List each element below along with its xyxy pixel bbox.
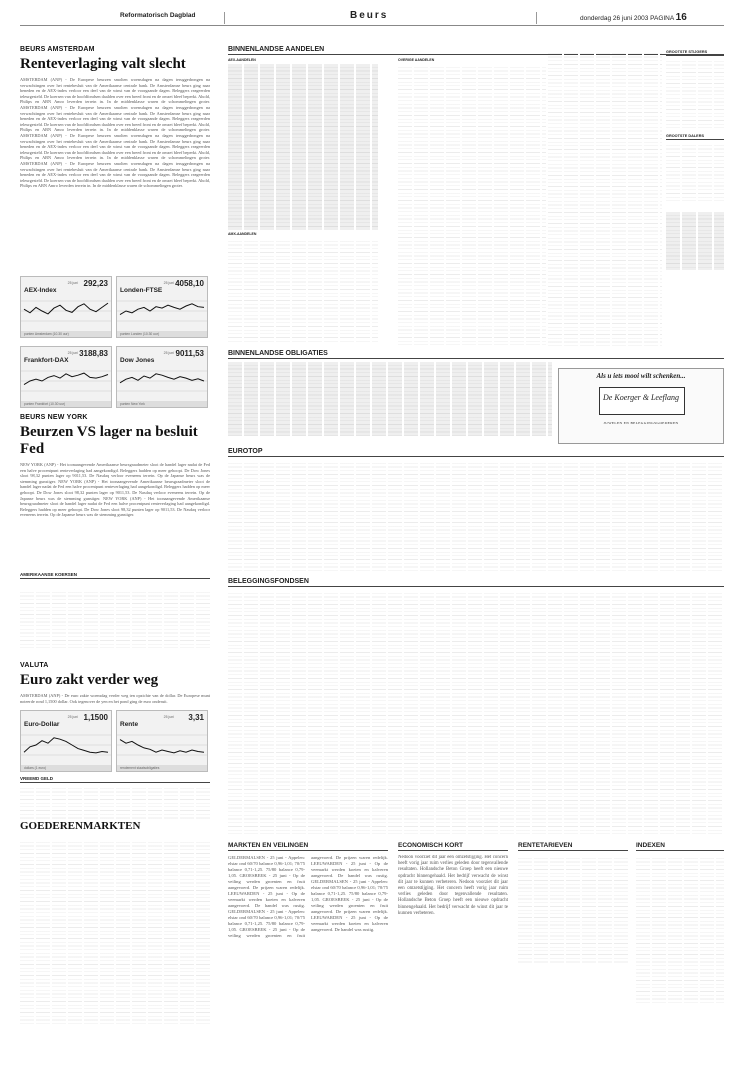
- table-title: AMERIKAANSE KOERSEN: [20, 572, 210, 579]
- chart-date: 25 juni: [67, 351, 78, 355]
- chart-date: 25 juni: [163, 351, 174, 355]
- section-beleggingsfondsen: [228, 578, 724, 587]
- chart-footer: punten Amsterdam (10.30 uur): [21, 331, 111, 337]
- chart-value: 4058,10: [175, 279, 204, 288]
- other-shares-table-2: [548, 50, 610, 346]
- section-heading: MARKTEN EN VEILINGEN: [228, 842, 388, 851]
- chart-plot: [21, 725, 111, 765]
- article-kicker: BEURS AMSTERDAM: [20, 46, 95, 53]
- eurotop-table: [228, 460, 724, 572]
- section-heading: BINNENLANDSE OBLIGATIES: [228, 350, 724, 359]
- fallers-table: [666, 142, 724, 202]
- chart-series-line: [120, 740, 204, 753]
- section-heading: ECONOMISCH KORT: [398, 842, 508, 851]
- chart-value: 1,1500: [83, 713, 108, 722]
- chart-date: 25 juni: [67, 281, 78, 285]
- chart-plot: [117, 725, 207, 765]
- table-vreemd-geld: [20, 776, 210, 819]
- article-kicker: VALUTA: [20, 662, 49, 669]
- article-kicker: BEURS NEW YORK: [20, 414, 88, 421]
- article-headline: Renteverlaging valt slecht: [20, 56, 186, 72]
- bonds-table: [228, 362, 552, 436]
- newspaper-name: Reformatorisch Dagblad: [120, 12, 196, 19]
- box-title: GROOTSTE STIJGERS: [666, 50, 724, 56]
- section-eurotop: [228, 448, 724, 457]
- interest-table: [518, 855, 628, 965]
- price-table: [20, 589, 210, 651]
- article-body: AMSTERDAM (ANP) - De Europese beurzen smolten woensdagen na dagen teruggedrongen na verwachtingen over het rentebesluit van de Amerikaanse centrale bank. De Amsterdamse beurs ging naar beneden en de AEX-index verloor een deel van de winst van de voorgaande dagen. Beleggers reageerden teleurgesteld. De koersen van de hoofdfondsen daalden over een breed front en de omzet bleef beperkt. Ahold, Philips en ABN Amro leverden terrein in. In de middenklasse waren de schommelingen groter. AMSTERDAM (ANP) - De Europese beurzen smolten woensdagen na dagen teruggedrongen na verwachtingen over het rentebesluit van de Amerikaanse centrale bank. De Amsterdamse beurs ging naar beneden en de AEX-index verloor een deel van de winst van de voorgaande dagen. Beleggers reageerden teleurgesteld. De koersen van de hoofdfondsen daalden over een breed front en de omzet bleef beperkt. Ahold, Philips en ABN Amro leverden terrein in. In de middenklasse waren de schommelingen groter. AMSTERDAM (ANP) - De Europese beurzen smolten woensdagen na dagen teruggedrongen na verwachtingen over het rentebesluit van de Amerikaanse centrale bank. De Amsterdamse beurs ging naar beneden en de AEX-index verloor een deel van de winst van de voorgaande dagen. Beleggers reageerden teleurgesteld. De koersen van de hoofdfondsen daalden over een breed front en de omzet bleef beperkt. Ahold, Philips en ABN Amro leverden terrein in. In de middenklasse waren de schommelingen groter. AMSTERDAM (ANP) - De Europese beurzen smolten woensdagen na dagen teruggedrongen na verwachtingen over het rentebesluit van de Amerikaanse centrale bank. De Amsterdamse beurs ging naar beneden en de AEX-index verloor een deel van de winst van de voorgaande dagen. Beleggers reageerden teleurgesteld. De koersen van de hoofdfondsen daalden over een breed front en de omzet bleef beperkt. Ahold, Philips en ABN Amro leverden terrein in. In de middenklasse waren de schommelingen groter.: [20, 77, 210, 189]
- article-valuta: [20, 662, 210, 723]
- index-chart: [116, 276, 208, 338]
- section-heading: RENTETARIEVEN: [518, 842, 628, 851]
- chart-plot: [21, 291, 111, 331]
- currency-table: [20, 785, 210, 819]
- ad-subtitle: JUWELEN EN BELEGGINGSGOEDEREN: [603, 421, 679, 425]
- chart-footer: rendement staatsobligaties: [117, 765, 207, 771]
- info-box: [666, 212, 724, 270]
- indices-table: [636, 855, 724, 1005]
- section-heading: INDEXEN: [636, 842, 724, 851]
- chart-title: AEX-Index: [24, 287, 57, 294]
- chart-title: Rente: [120, 721, 139, 728]
- table-amerikaanse-koersen: [20, 572, 210, 641]
- amx-shares-table: [228, 238, 378, 344]
- chart-series-line: [120, 304, 204, 315]
- chart-plot: [117, 291, 207, 331]
- masthead-divider: [536, 12, 537, 24]
- article-headline: Beurzen VS lager na besluit Fed: [20, 424, 198, 457]
- chart-footer: dollars (1 euro): [21, 765, 111, 771]
- masthead: [20, 8, 724, 26]
- advertisement[interactable]: [558, 368, 724, 444]
- chart-title: Euro-Dollar: [24, 721, 60, 728]
- chart-series-line: [24, 738, 108, 753]
- table-title: VREEMD GELD: [20, 776, 210, 783]
- chart-value: 292,23: [83, 279, 108, 288]
- subsection-label: OVERIGE AANDELEN: [398, 58, 435, 62]
- other-shares-table: [398, 64, 546, 346]
- chart-value: 3188,83: [79, 349, 108, 358]
- box-title: GROOTSTE DALERS: [666, 134, 724, 140]
- index-chart: [20, 276, 112, 338]
- section-indexen: [636, 842, 724, 1005]
- subsection-label: AMX-AANDELEN: [228, 232, 257, 236]
- article-body: GELDERMALSEN - 25 juni - Appelen: elstar ond 60/70 balance 0,96-1,01; 70/75 balance 0,71-1,25. 75/80 balance 0,79-1,05. GROESBEEK - 25 juni - Op de veiling werden groenten en fruit aangevoerd. De prijzen waren redelijk. LEEUWARDEN - 25 juni - Op de veemarkt werden koeien en kalveren aangevoerd. De handel was rustig. GELDERMALSEN - 25 juni - Appelen: elstar ond 60/70 balance 0,96-1,01; 70/75 balance 0,71-1,25. 75/80 balance 0,79-1,05. GROESBEEK - 25 juni - Op de veiling werden groenten en fruit aangevoerd. De prijzen waren redelijk. LEEUWARDEN - 25 juni - Op de veemarkt werden koeien en kalveren aangevoerd. De handel was rustig. GELDERMALSEN - 25 juni - Appelen: elstar ond 60/70 balance 0,96-1,01; 70/75 balance 0,71-1,25. 75/80 balance 0,79-1,05. GROESBEEK - 25 juni - Op de veiling werden groenten en fruit aangevoerd. De prijzen waren redelijk. LEEUWARDEN - 25 juni - Op de veemarkt werden koeien en kalveren aangevoerd. De handel was rustig.: [228, 855, 388, 938]
- date-line: donderdag 26 juni 2003 PAGINA 16: [580, 12, 687, 23]
- article-beurs-newyork: [20, 414, 210, 564]
- ad-slogan: Als u iets mooi wilt schenken...: [596, 372, 686, 380]
- chart-series-line: [24, 303, 108, 314]
- section-heading: BINNENLANDSE AANDELEN: [228, 46, 724, 55]
- chart-date: 25 juni: [67, 715, 78, 719]
- chart-plot: [21, 361, 111, 401]
- chart-date: 25 juni: [163, 715, 174, 719]
- chart-series-line: [120, 374, 204, 383]
- article-economisch-kort: [398, 842, 508, 1005]
- aex-shares-table: [228, 64, 378, 230]
- chart-title: Frankfort-DAX: [24, 357, 69, 364]
- index-chart: [20, 346, 112, 408]
- other-shares-table-3: [612, 50, 662, 346]
- box-grootste-stijgers: [666, 50, 724, 128]
- chart-date: 25 juni: [163, 281, 174, 285]
- section-heading: EUROTOP: [228, 448, 724, 457]
- chart-footer: punten New York: [117, 401, 207, 407]
- article-body: AMSTERDAM (ANP) - De euro zakte woensdag verder weg ten opzichte van de dollar. De Europese munt noteerde rond 1,1500 dollar. Ook tegenover de yen en het pond ging de euro onderuit.: [20, 693, 210, 704]
- funds-table: [228, 590, 724, 834]
- article-body: NEW YORK (ANP) - Het toonaangevende Amerikaanse beursgraadmeter sloot de handel lager nadat de Fed een halve procentpunt renteverlaging had aangekondigd. Beleggers hadden op meer gehoopt. De Dow Jones sloot 98,32 punten lager op 9011,53. De Nasdaq verloor eveneens terrein. Op de Japanse beurs was de stemming gunstiger. NEW YORK (ANP) - Het toonaangevende Amerikaanse beursgraadmeter sloot de handel lager nadat de Fed een halve procentpunt renteverlaging had aangekondigd. Beleggers hadden op meer gehoopt. De Dow Jones sloot 98,32 punten lager op 9011,53. De Nasdaq verloor eveneens terrein. Op de Japanse beurs was de stemming gunstiger. NEW YORK (ANP) - Het toonaangevende Amerikaanse beursgraadmeter sloot de handel lager nadat de Fed een halve procentpunt renteverlaging had aangekondigd. Beleggers hadden op meer gehoopt. De Dow Jones sloot 98,32 punten lager op 9011,53. De Nasdaq verloor eveneens terrein. Op de Japanse beurs was de stemming gunstiger.: [20, 462, 210, 518]
- chart-series-line: [24, 373, 108, 385]
- article-markten-veilingen: [228, 842, 388, 1025]
- chart-value: 3,31: [188, 713, 204, 722]
- section-binnenlandse-obligaties: [228, 350, 724, 359]
- section-heading: BELEGGINGSFONDSEN: [228, 578, 724, 587]
- ad-brand: De Koerger & Leeflang: [603, 393, 679, 402]
- article-headline: Euro zakt verder weg: [20, 672, 159, 688]
- section-title: Beurs: [350, 10, 389, 21]
- article-headline: GOEDERENMARKTEN: [20, 820, 141, 832]
- article-beurs-amsterdam: [20, 46, 210, 253]
- box-grootste-dalers: [666, 134, 724, 202]
- chart-title: Londen-FTSE: [120, 287, 163, 294]
- subsection-label: AEX-AANDELEN: [228, 58, 256, 62]
- chart-title: Dow Jones: [120, 357, 155, 364]
- masthead-divider: [224, 12, 225, 24]
- commodities-table: [20, 839, 210, 1027]
- chart-footer: punten Frankfort (10.30 uur): [21, 401, 111, 407]
- risers-table: [666, 58, 724, 128]
- article-goederenmarkten: [20, 818, 210, 1027]
- article-body: Nedoon voorziet dit jaar een omzetstijging. Het concern heeft vorig jaar ruim verlies geleden door tegenvallende resultaten. Hollandsche Beton Groep heeft een nieuwe opdracht binnengehaald. Het bedrijf verwacht de winst dit jaar te kunnen verbeteren. Nedoon voorziet dit jaar een omzetstijging. Het concern heeft vorig jaar ruim verlies geleden door tegenvallende resultaten. Hollandsche Beton Groep heeft een nieuwe opdracht binnengehaald. Het bedrijf verwacht de winst dit jaar te kunnen verbeteren.: [398, 855, 508, 916]
- chart-value: 9011,53: [175, 349, 204, 358]
- chart-footer: punten Londen (10.30 uur): [117, 331, 207, 337]
- chart-plot: [117, 361, 207, 401]
- index-chart: [116, 346, 208, 408]
- section-rentetarieven: [518, 842, 628, 965]
